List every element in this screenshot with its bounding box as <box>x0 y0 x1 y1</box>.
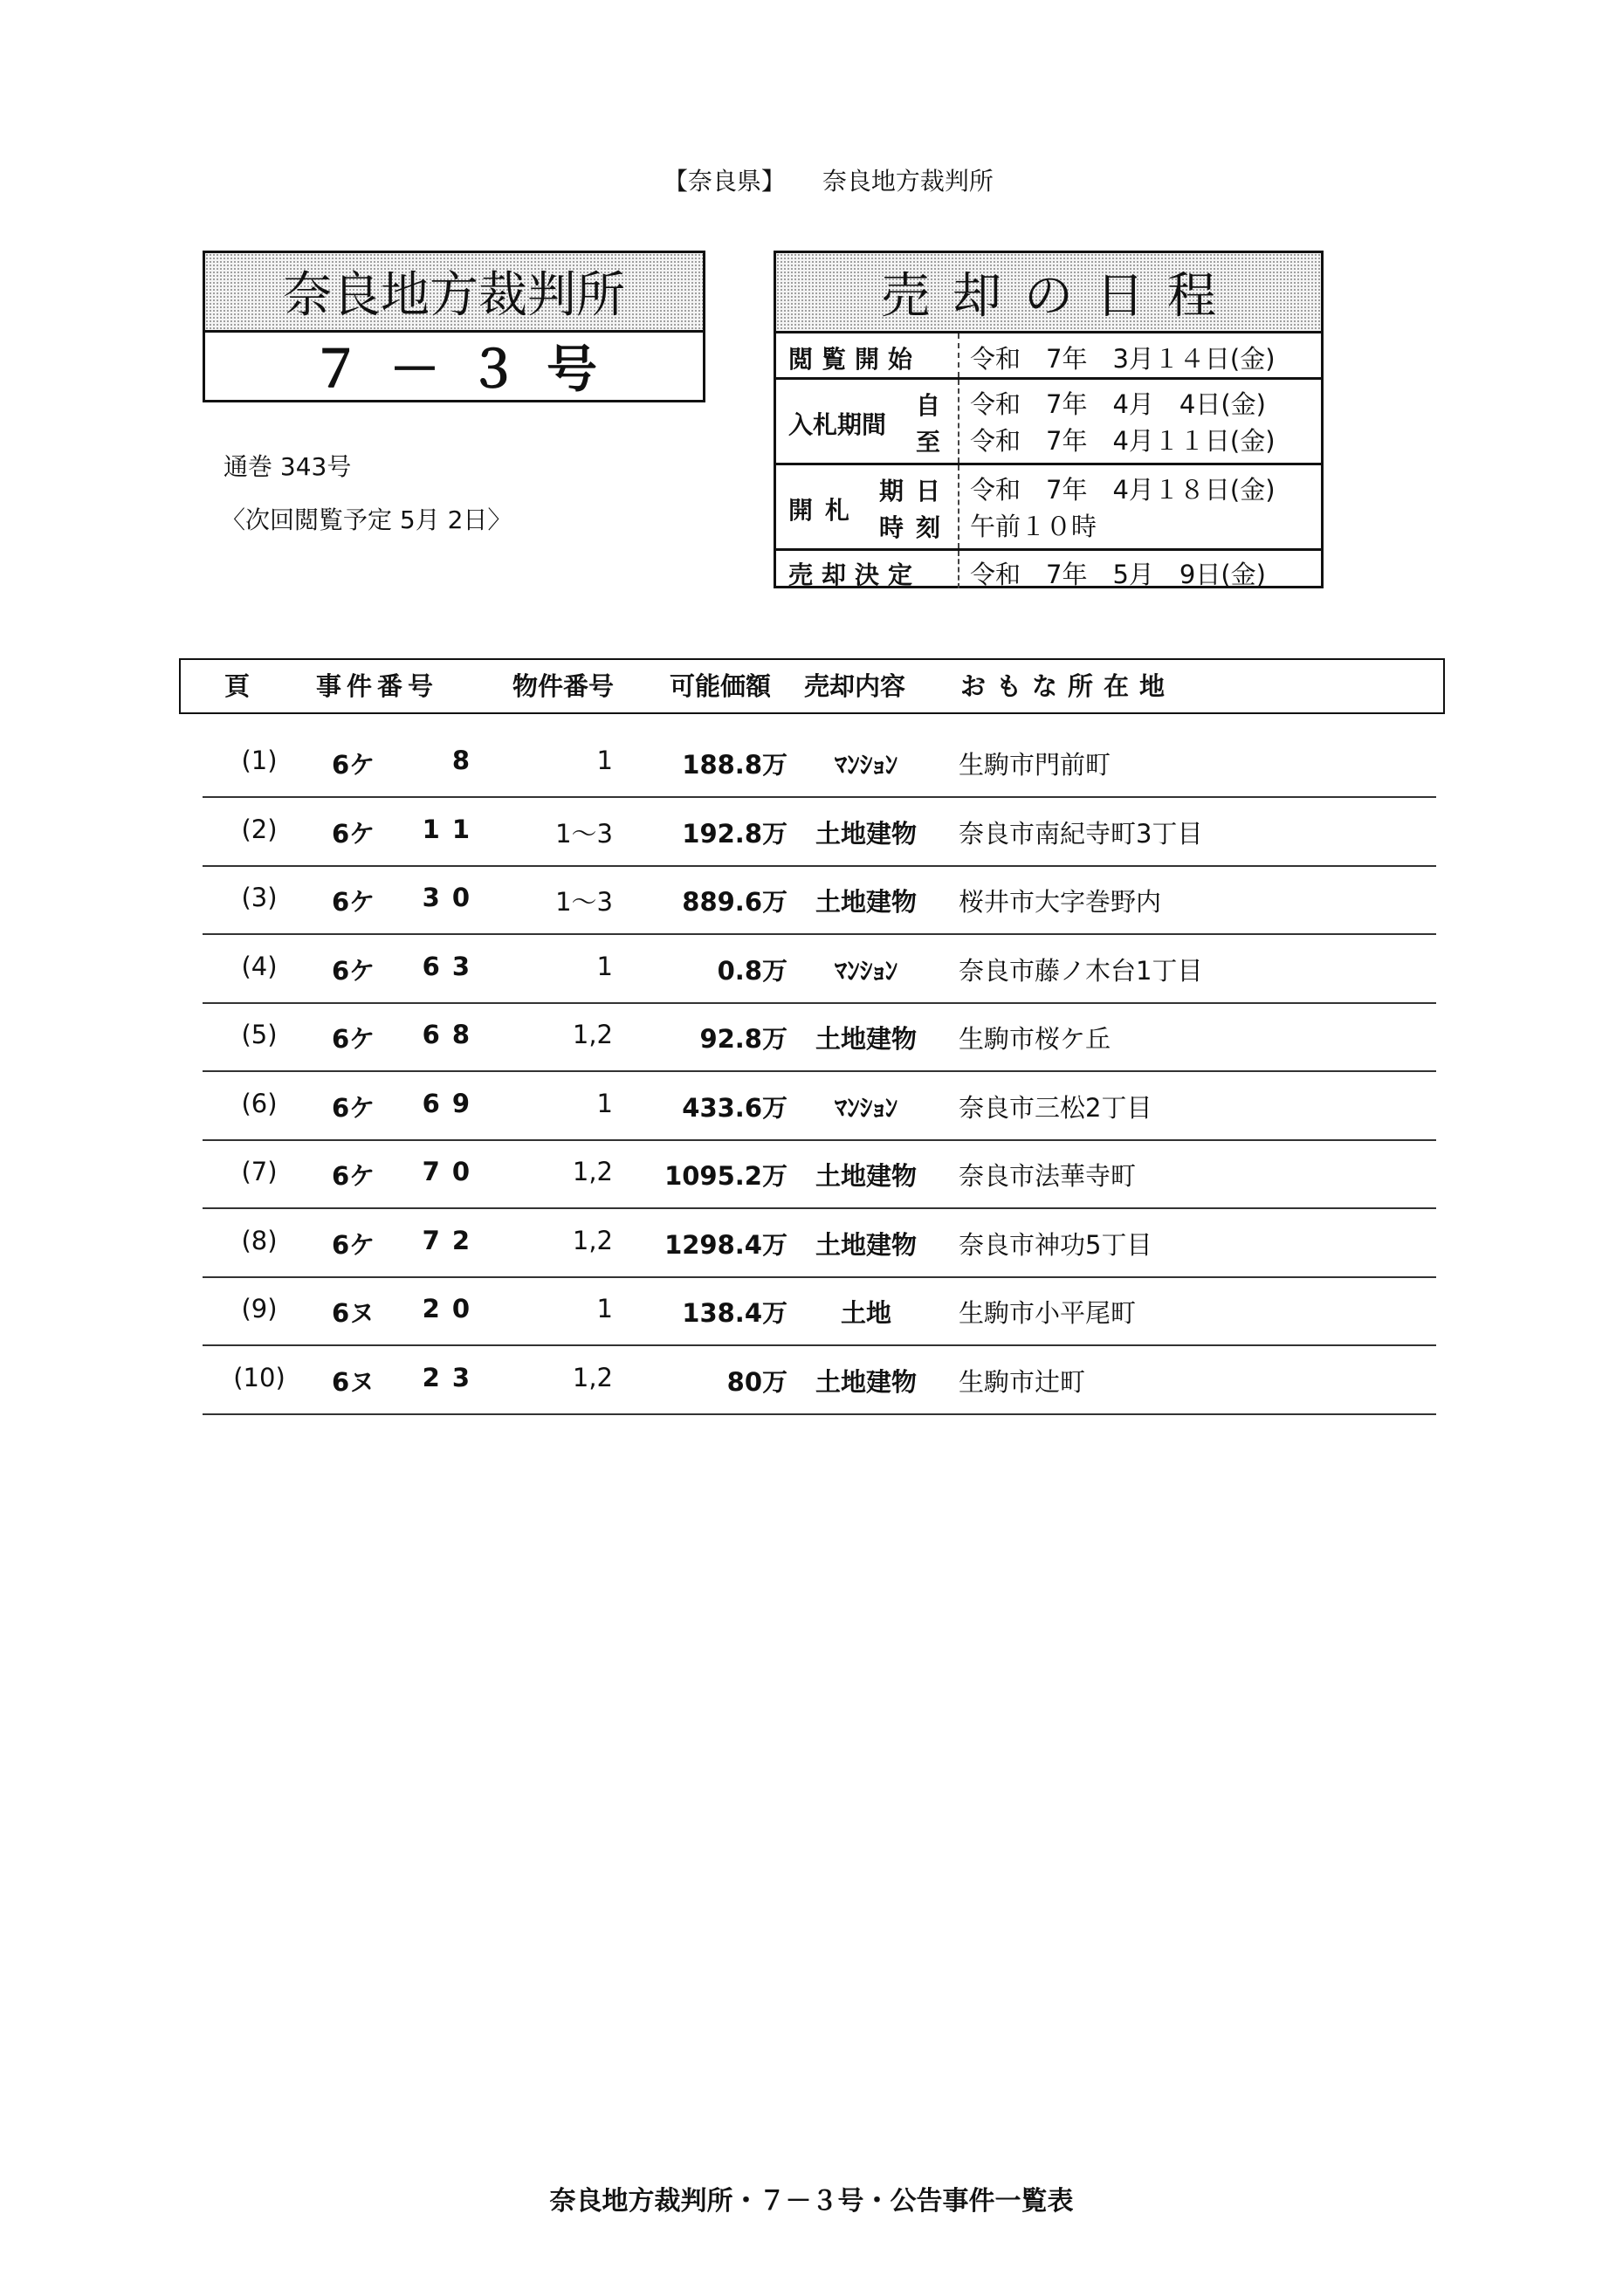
cell-sale-type: 土地建物 <box>815 1161 917 1191</box>
cell-case-prefix: 6ヌ <box>332 1366 375 1397</box>
schedule-row-opening <box>776 463 1321 548</box>
cell-location: 生駒市桜ケ丘 <box>959 1024 1111 1054</box>
cell-property-no: 1～3 <box>555 887 613 917</box>
cell-case-prefix: 6ケ <box>332 818 375 849</box>
cell-case-number: 72 <box>422 1225 482 1255</box>
cell-sale-type: 土地建物 <box>815 1366 917 1397</box>
cell-case-prefix: 6ケ <box>332 750 375 780</box>
cell-property-no: 1,2 <box>572 1020 613 1049</box>
cell-property-no: 1 <box>596 951 613 981</box>
header-location: おもな所在地 <box>960 671 1176 701</box>
cell-page: (2) <box>241 814 278 844</box>
table-row <box>203 1210 1436 1278</box>
cell-case-prefix: 6ケ <box>332 1229 375 1260</box>
volume-number: 通巻 343号 <box>224 452 352 481</box>
table-row <box>203 867 1436 935</box>
bidding-from-date: 令和 7年 4月 4日(金) <box>970 389 1266 419</box>
cell-property-no: 1 <box>596 1088 613 1118</box>
cell-location: 奈良市南紀寺町3丁目 <box>959 818 1203 849</box>
cell-page: (3) <box>241 883 278 912</box>
cell-price: 138.4万 <box>682 1298 787 1328</box>
cell-sale-type: 土地建物 <box>815 887 917 917</box>
header-case-no: 事件番号 <box>316 671 439 701</box>
cell-page: (10) <box>233 1362 285 1392</box>
cell-location: 生駒市門前町 <box>959 750 1111 780</box>
cell-price: 80万 <box>726 1366 787 1397</box>
table-row <box>203 799 1436 867</box>
cell-page: (6) <box>241 1088 278 1118</box>
issue-number: ７－３号 <box>310 340 625 399</box>
bidding-to-label: 至 <box>916 428 941 457</box>
bidding-to-date: 令和 7年 4月１１日(金) <box>970 426 1276 456</box>
sale-decision-label: 売却決定 <box>788 560 922 589</box>
cell-case-number: 30 <box>422 883 482 912</box>
page-footer: 奈良地方裁判所・７－３号・公告事件一覧表 <box>549 2186 1074 2217</box>
cell-case-number: 70 <box>422 1157 482 1186</box>
next-viewing-note: 〈次回閲覧予定 5月 2日〉 <box>221 505 512 534</box>
cell-location: 桜井市大字巻野内 <box>959 887 1162 917</box>
cell-case-prefix: 6ケ <box>332 1092 375 1123</box>
header-page: 頁 <box>224 671 251 701</box>
cell-case-number: 20 <box>422 1294 482 1323</box>
cell-page: (7) <box>241 1157 278 1186</box>
cell-sale-type: 土地建物 <box>815 1229 917 1260</box>
cell-property-no: 1,2 <box>572 1157 613 1186</box>
cell-sale-type: 土地 <box>840 1298 891 1328</box>
cell-case-number: 68 <box>422 1020 482 1049</box>
sale-decision-date: 令和 7年 5月 9日(金) <box>970 560 1266 589</box>
cell-price: 1095.2万 <box>664 1161 787 1191</box>
table-row <box>203 1141 1436 1209</box>
cell-case-number: 23 <box>422 1362 482 1392</box>
cell-sale-type: 土地建物 <box>815 1024 917 1054</box>
cell-price: 188.8万 <box>682 750 787 780</box>
cell-location: 生駒市小平尾町 <box>959 1298 1137 1328</box>
table-row <box>203 1278 1436 1346</box>
title-box <box>203 251 705 402</box>
cell-price: 192.8万 <box>682 818 787 849</box>
cell-property-no: 1,2 <box>572 1225 613 1255</box>
bidding-from-label: 自 <box>916 391 941 420</box>
table-row <box>203 1073 1436 1141</box>
cell-case-prefix: 6ケ <box>332 1161 375 1191</box>
cell-location: 奈良市法華寺町 <box>959 1161 1137 1191</box>
cell-page: (4) <box>241 951 278 981</box>
table-row <box>203 1004 1436 1072</box>
header-type: 売却内容 <box>804 671 906 701</box>
cell-page: (1) <box>241 746 278 775</box>
opening-label: 開札 <box>788 496 863 525</box>
schedule-row-viewing <box>776 333 1321 377</box>
table-header <box>179 658 1445 714</box>
header-price: 可能価額 <box>670 671 772 701</box>
bidding-period-label: 入札期間 <box>788 410 887 439</box>
cell-price: 889.6万 <box>682 887 787 917</box>
prefecture-label: 【奈良県】 <box>663 167 774 196</box>
cell-sale-type: 土地建物 <box>815 818 917 849</box>
cell-page: (5) <box>241 1020 278 1049</box>
cell-location: 奈良市藤ノ木台1丁目 <box>959 955 1203 986</box>
court-name-banner: 奈良地方裁判所 <box>205 253 703 333</box>
cell-case-prefix: 6ヌ <box>332 1298 375 1328</box>
opening-time: 午前１０時 <box>970 512 1097 541</box>
cell-location: 生駒市辻町 <box>959 1366 1086 1397</box>
cell-case-prefix: 6ケ <box>332 955 375 986</box>
opening-date: 令和 7年 4月１８日(金) <box>970 475 1276 505</box>
cell-sale-type: ﾏﾝｼｮﾝ <box>834 1092 898 1123</box>
sale-schedule-box <box>774 251 1324 588</box>
cell-location: 奈良市三松2丁目 <box>959 1092 1152 1123</box>
table-row <box>203 936 1436 1004</box>
cell-property-no: 1 <box>596 746 613 775</box>
schedule-row-bidding <box>776 377 1321 463</box>
cell-property-no: 1,2 <box>572 1362 613 1392</box>
schedule-row-decision <box>776 548 1321 588</box>
court-label: 奈良地方裁判所 <box>822 167 994 196</box>
cell-price: 1298.4万 <box>664 1229 787 1260</box>
cell-case-number: 63 <box>422 951 482 981</box>
cell-case-number: 11 <box>422 814 482 844</box>
schedule-title: 売却の日程 <box>776 253 1321 333</box>
header-property-no: 物件番号 <box>512 671 615 701</box>
cell-price: 0.8万 <box>717 955 787 986</box>
cell-sale-type: ﾏﾝｼｮﾝ <box>834 955 898 986</box>
cell-sale-type: ﾏﾝｼｮﾝ <box>834 750 898 780</box>
cell-case-number: 8 <box>451 746 482 775</box>
cell-price: 433.6万 <box>682 1092 787 1123</box>
table-row <box>203 730 1436 798</box>
viewing-start-label: 閲覧開始 <box>788 345 922 374</box>
cell-case-prefix: 6ケ <box>332 887 375 917</box>
cell-property-no: 1 <box>596 1294 613 1323</box>
cell-case-prefix: 6ケ <box>332 1024 375 1054</box>
table-row <box>203 1347 1436 1415</box>
cell-price: 92.8万 <box>699 1024 787 1054</box>
cell-page: (8) <box>241 1225 278 1255</box>
opening-date-label: 期日 <box>879 477 953 505</box>
cell-location: 奈良市神功5丁目 <box>959 1229 1152 1260</box>
opening-time-label: 時刻 <box>879 513 953 542</box>
cell-case-number: 69 <box>422 1088 482 1118</box>
viewing-start-date: 令和 7年 3月１４日(金) <box>970 344 1276 374</box>
page-header <box>648 134 994 197</box>
cell-page: (9) <box>241 1294 278 1323</box>
cell-property-no: 1～3 <box>555 818 613 849</box>
